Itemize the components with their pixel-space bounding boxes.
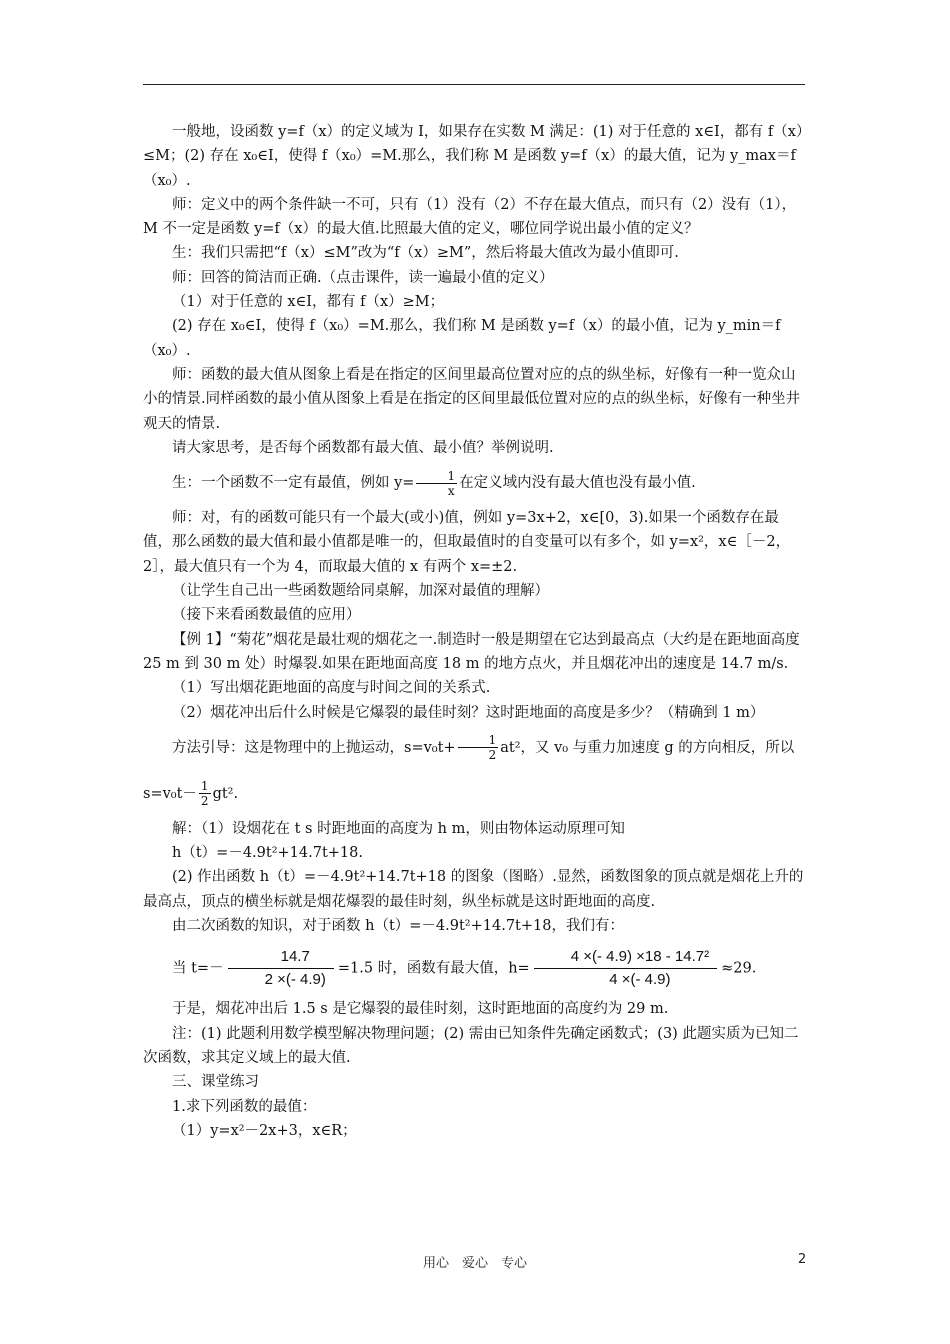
text-span: ≈29. [721, 960, 757, 977]
fraction-denominator: 4 ×(- 4.9) [609, 971, 671, 989]
text-span: 方法引导：这是物理中的上抛运动，s=v₀t+ [172, 739, 456, 756]
note-paragraph: 注：(1) 此题利用数学模型解决物理问题；(2) 需由已知条件先确定函数式；(3) 此题实质为已知二次函数，求其定义域上的最大值. [143, 1025, 799, 1066]
solution-paragraph: 解：（1）设烟花在 t s 时距地面的高度为 h m，则由物体运动原理可知 [172, 820, 625, 837]
text-span: gt². [212, 785, 239, 802]
fraction-numerator: 1 [458, 733, 499, 748]
section-heading: 三、课堂练习 [172, 1074, 259, 1091]
fraction-one-half [458, 733, 499, 762]
solution-paragraph: (2) 作出函数 h（t）=－4.9t²+14.7t+18 的图象（图略）.显然，函数图象的顶点就是烟花上升的最高点，顶点的横坐标就是烟花爆裂的最佳时刻，纵坐标就是这时距地面的高度. [143, 869, 804, 910]
fraction-denominator: 2 [200, 794, 209, 809]
fraction-one-half [199, 779, 211, 808]
fraction-vertex-t [228, 946, 334, 991]
text-span: 在定义域内没有最大值也没有最小值. [459, 475, 696, 492]
max-definition-paragraph: 一般地，设函数 y=f（x）的定义域为 I，如果存在实数 M 满足：(1) 对于任意的 x∈I，都有 f（x）≤M；(2) 存在 x₀∈I，使得 f（x₀）=M.那么，我们称 M 是函数 y=f（x）的最大值，记为 y_max＝f（x₀）. [143, 124, 804, 189]
teacher-paragraph: 师：函数的最大值从图象上看是在指定的区间里最高位置对应的点的纵坐标，好像有一种一览众山小的情景.同样函数的最小值从图象上看是在指定的区间里最低位置对应的点的纵坐标，好像有一种坐井观天的情景. [143, 366, 801, 432]
fraction-numerator: 4 ×(- 4.9) ×18 - 14.7² [534, 946, 717, 969]
footer-motto: 用心 爱心 专心 [422, 1256, 527, 1271]
method-guide-paragraph [143, 725, 807, 771]
min-definition-condition-1: （1）对于任意的 x∈I，都有 f（x）≥M； [172, 294, 445, 311]
document-body [143, 120, 807, 1143]
fraction-denominator: 2 [488, 748, 497, 763]
fraction-numerator: 14.7 [228, 946, 334, 969]
teacher-paragraph: 师：回答的简洁而正确.（点击课件，读一遍最小值的定义） [172, 269, 554, 286]
text-span: 当 t=－ [172, 960, 224, 977]
teacher-paragraph: 师：定义中的两个条件缺一不可，只有（1）没有（2）不存在最大值点，而只有（2）没有（1），M 不一定是函数 y=f（x）的最大值.比照最大值的定义，哪位同学说出最小值的定义？ [143, 196, 797, 238]
note-paragraph: （让学生自己出一些函数题给同桌解，加深对最值的理解） [172, 583, 549, 600]
exercise-prompt: 1.求下列函数的最值： [172, 1098, 317, 1115]
fraction-vertex-h [534, 946, 717, 991]
solution-calculation [143, 938, 807, 997]
solution-paragraph: 由二次函数的知识，对于函数 h（t）=－4.9t²+14.7t+18，我们有： [172, 918, 624, 935]
fraction-denominator: 2 ×(- 4.9) [264, 971, 326, 989]
exercise-item: （1）y=x²－2x+3，x∈R； [172, 1122, 357, 1139]
fraction-numerator: 1 [200, 779, 209, 794]
student-paragraph: 生：我们只需把“f（x）≤M”改为“f（x）≥M”，然后将最大值改为最小值即可. [172, 245, 679, 262]
question-paragraph: 请大家思考，是否每个函数都有最大值、最小值？举例说明. [172, 439, 554, 456]
header-rule [143, 84, 805, 85]
conclusion-paragraph: 于是，烟花冲出后 1.5 s 是它爆裂的最佳时刻，这时距地面的高度约为 29 m. [172, 1001, 669, 1018]
text-span: 生：一个函数不一定有最值，例如 y= [172, 475, 415, 492]
formula-line [143, 771, 807, 817]
note-paragraph: （接下来看函数最值的应用） [172, 607, 361, 624]
example-question-2: （2）烟花冲出后什么时候是它爆裂的最佳时刻？这时距地面的高度是多少？（精确到 1 m） [172, 704, 765, 721]
solution-formula: h（t）=－4.9t²+14.7t+18. [172, 845, 363, 862]
fraction-1-over-x [416, 469, 457, 498]
teacher-paragraph: 师：对，有的函数可能只有一个最大(或小)值，例如 y=3x+2，x∈[0，3).如果一个函数存在最值，那么函数的最大值和最小值都是唯一的，但取最值时的自变量可以有多个，如 y=x²，x∈［－2，2］，最大值只有一个为 4，而取最大值的 x 有两个 x=±2. [143, 510, 791, 575]
min-definition-condition-2: (2) 存在 x₀∈I，使得 f（x₀）=M.那么，我们称 M 是函数 y=f（x）的最小值，记为 y_min＝f（x₀）. [143, 318, 781, 359]
example-1-paragraph: 【例 1】“菊花”烟花是最壮观的烟花之一.制造时一般是期望在它达到最高点（大约是在距地面高度 25 m 到 30 m 处）时爆裂.如果在距地面高度 18 m 的地方点火，并且烟花冲出的速度是 14.7 m/s. [143, 631, 800, 672]
text-span: s=v₀t－ [143, 785, 197, 802]
text-span: at²，又 v₀ 与重力加速度 g 的方向相反，所以 [500, 739, 795, 756]
fraction-numerator: 1 [416, 469, 457, 484]
example-question-1: （1）写出烟花距地面的高度与时间之间的关系式. [172, 680, 491, 697]
page-number: 2 [798, 1252, 807, 1267]
student-example-paragraph [143, 460, 807, 506]
text-span: =1.5 时，函数有最大值，h= [337, 960, 530, 977]
fraction-denominator: x [447, 483, 455, 498]
